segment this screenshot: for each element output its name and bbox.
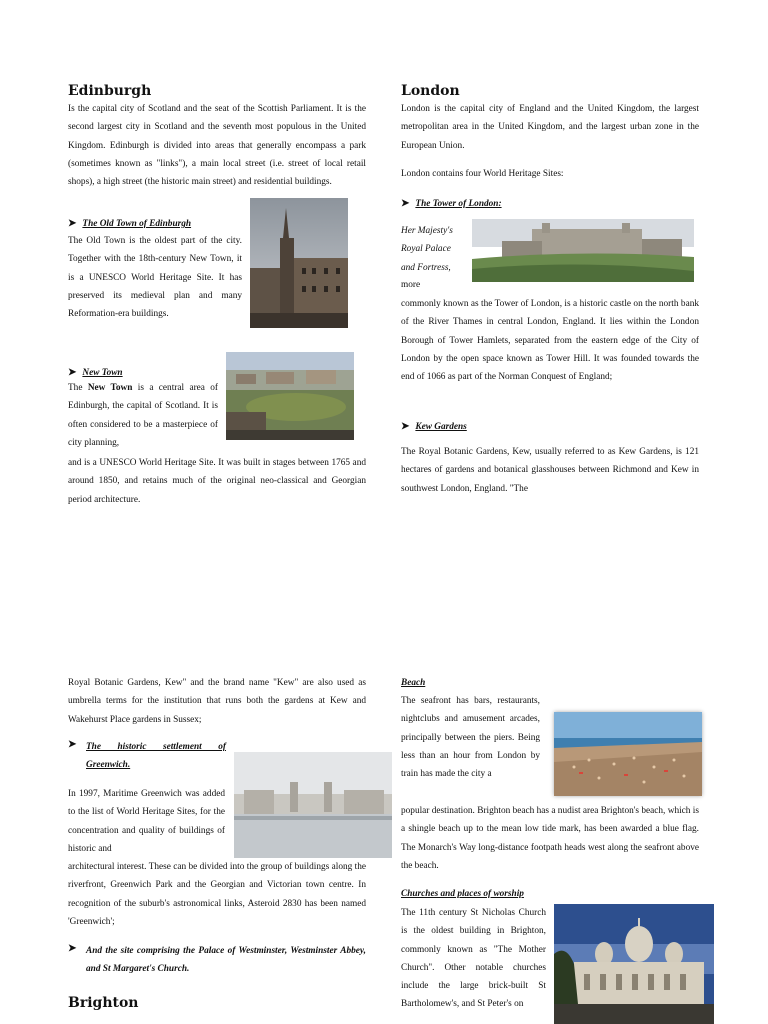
bullet-arrow-icon: ➤ xyxy=(401,198,410,209)
tower-heading xyxy=(401,193,502,213)
old-town-heading-text: The Old Town of Edinburgh xyxy=(82,219,192,229)
westminster-heading xyxy=(68,942,366,978)
old-town-heading xyxy=(68,213,191,233)
tower-side-text: Her Majesty's Royal Palace and Fortress, xyxy=(401,226,453,273)
kew-text: The Royal Botanic Gardens, Kew, usually referred to as Kew Gardens, is 121 hectares of gardens and botanical glasshouses between Richmond and Kew in southwest London, England. "The xyxy=(401,447,699,494)
bullet-arrow-icon: ➤ xyxy=(68,218,77,229)
new-town-photo xyxy=(226,352,354,440)
london-intro: London is the capital city of England and the United Kingdom, the largest metropolitan area in the United Kingdom, and the largest urban zone in the European Union. xyxy=(401,104,699,151)
greenwich-text-b: architectural interest. These can be divided into the group of buildings along the riverfront, Greenwich Park and the Georgian and Victorian town centre. In recognition of the suburb's astronomical links, Asteroid 2830 has been named 'Greenwich'; xyxy=(68,862,366,927)
pavilion-photo xyxy=(554,904,714,1024)
beach-text-b: popular destination. Brighton beach has a nudist area Brighton's beach, which is a shingle beach up to the mean low tide mark, has been awarded a blue flag. The Monarch's Way long-distance footpath heads west along the seafront above the beach. xyxy=(401,806,699,871)
westminster-heading-text: And the site comprising the Palace of Westminster, Westminster Abbey, and St Margaret's Church. xyxy=(86,946,366,974)
greenwich-photo xyxy=(234,752,392,858)
kew-continued: Royal Botanic Gardens, Kew" and the brand name "Kew" are also used as umbrella terms for the institution that runs both the gardens at Kew and Wakehurst Place gardens in Sussex; xyxy=(68,678,366,725)
churches-heading: Churches and places of worship xyxy=(401,889,524,899)
tower-photo xyxy=(472,219,694,282)
london-title: London xyxy=(401,83,460,99)
beach-photo xyxy=(554,712,702,796)
kew-heading xyxy=(401,416,467,436)
edinburgh-intro: Is the capital city of Scotland and the seat of the Scottish Parliament. It is the second largest city in Scotland and the seventh most populous in the United Kingdom. Edinburgh is divided into areas that generally encompass a park (sometimes known as "links"), a main local street (i.e. street of local retail shops), a high street (the historic main street) and residential buildings. xyxy=(68,104,366,188)
kew-heading-text: Kew Gardens xyxy=(415,422,467,432)
tower-more: more xyxy=(401,280,421,290)
old-town-text: The Old Town is the oldest part of the city. Together with the 18th-century New Town, it is a UNESCO World Heritage Site. It has preserved its medieval plan and many Reformation-era buildings. xyxy=(68,236,242,320)
tower-heading-text: The Tower of London: xyxy=(415,199,502,209)
bullet-arrow-icon: ➤ xyxy=(68,739,77,750)
old-town-photo xyxy=(250,198,348,328)
new-town-text-b: and is a UNESCO World Heritage Site. It was built in stages between 1765 and around 1850, and retains much of the original neo-classical and Georgian period architecture. xyxy=(68,458,366,505)
greenwich-heading-text: The historic settlement of Greenwich. xyxy=(86,742,226,770)
bullet-arrow-icon: ➤ xyxy=(68,367,77,378)
new-town-text-a: The New Town is a central area of Edinburgh, the capital of Scotland. It is often considered to be a masterpiece of city planning, xyxy=(68,383,219,448)
churches-text: The 11th century St Nicholas Church is the oldest building in Brighton, commonly known as "The Mother Church". Other notable churches include the large brick-built St Bartholomew's, and St Peter's on xyxy=(401,908,546,1010)
edinburgh-title: Edinburgh xyxy=(68,83,152,99)
bullet-arrow-icon: ➤ xyxy=(68,943,77,954)
tower-text: commonly known as the Tower of London, is a historic castle on the north bank of the River Thames in central London, England. It lies within the London Borough of Tower Hamlets, separated from the eastern edge of the City of London by the open space known as Tower Hill. It was founded towards the end of 1066 as part of the Norman Conquest of England; xyxy=(401,299,699,383)
brighton-title: Brighton xyxy=(68,995,139,1011)
greenwich-text-a: In 1997, Maritime Greenwich was added to the list of World Heritage Sites, for the concentration and quality of buildings of historic and xyxy=(68,789,225,854)
bullet-arrow-icon: ➤ xyxy=(401,421,410,432)
beach-text-a: The seafront has bars, restaurants, nightclubs and amusement arcades, principally between the piers. Being less than an hour from London by train has made the city a xyxy=(401,696,540,780)
london-sites-intro: London contains four World Heritage Sites: xyxy=(401,169,564,179)
greenwich-heading xyxy=(68,738,226,774)
beach-heading: Beach xyxy=(401,678,426,688)
new-town-heading-text: New Town xyxy=(82,368,123,378)
